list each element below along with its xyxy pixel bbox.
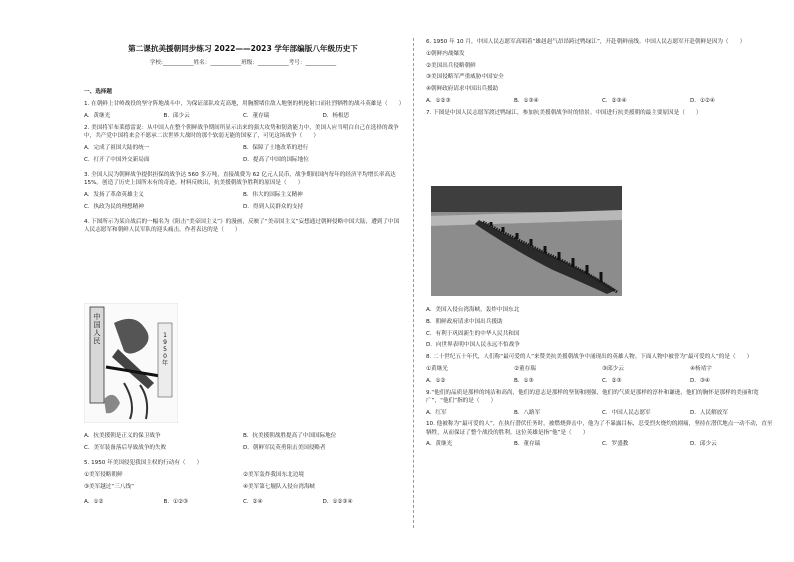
- left-column: [84, 88, 405, 238]
- statement-item: ③美国侵略军严重威胁中国安全: [426, 74, 504, 81]
- cartoon-label-right: 1 9 5 0 年: [161, 332, 169, 367]
- question-3: [84, 171, 402, 215]
- question-4: [84, 218, 402, 234]
- page-title: 第二课抗美援朝同步练习 2022——2023 学年部编版八年级历史下: [128, 44, 358, 53]
- option-b[interactable]: B．①②③: [163, 499, 188, 506]
- option-c[interactable]: C．有利于巩固新生的中华人民共和国: [426, 330, 520, 337]
- option-d[interactable]: D．向世界表明中国人民永远不怕战争: [426, 342, 520, 349]
- option-a[interactable]: A．①②: [84, 499, 104, 506]
- statement-item: ①朝鲜内战爆发: [426, 50, 465, 57]
- option-d[interactable]: D．邱少云: [690, 441, 717, 448]
- question-stem: 9.“他们的品质是那样的纯洁和高尚，他们的意志是那样的坚韧和刚强，他们的气质是那样的淳朴和谦逊，他们的胸怀是那样的美丽和宽广”，“他们”指的是（ ）: [426, 389, 759, 404]
- option-b[interactable]: B．朝鲜政府请求中国出兵援助: [426, 318, 503, 325]
- option-a[interactable]: A．完成了祖国大陆的统一: [84, 144, 150, 151]
- option-c[interactable]: C．执政为民的理想精神: [84, 203, 144, 210]
- section-heading: 一、选择题: [84, 89, 112, 95]
- option-c[interactable]: C．罗盛教: [602, 441, 629, 448]
- answer-options: [84, 191, 402, 215]
- left-column-lower: [84, 432, 402, 510]
- statement-item: ④美军第七舰队入侵台湾海峡: [243, 483, 316, 490]
- option-a[interactable]: A．①②③: [426, 97, 451, 104]
- option-b[interactable]: B．董存瑞: [514, 441, 541, 448]
- option-c[interactable]: C．美军装备落后导致战争的失败: [84, 444, 167, 451]
- answer-options: [426, 409, 778, 417]
- question-9: [426, 389, 778, 417]
- option-c[interactable]: C．②④: [243, 499, 263, 506]
- statement-item: ②董存瑞: [514, 365, 536, 372]
- answer-options: [426, 377, 778, 385]
- question-8: [426, 353, 778, 385]
- statement-item: ④杨靖宇: [690, 365, 712, 372]
- question-stem: 6. 1950 年 10 月，中国人民志愿军高唱着“雄赳赳气昂昂跨过鸭绿江”，开赴朝鲜前线。中国人民志愿军开赴朝鲜是因为（ ）: [426, 39, 746, 45]
- column-divider: [413, 38, 414, 528]
- question-stem: 10. 他被称为“最可爱的人”，在执行潜伏任务时，被燃烧弹击中，他为了不暴露目标，忍受烈火烧灼的剧痛，坚持在潜伏地点一动不动，直至牺牲，从而保证了整个战役的胜利。这位英雄是指“他”是（ ）: [426, 421, 773, 436]
- right-column: [426, 38, 778, 121]
- option-b[interactable]: B．保障了土地改革的进行: [243, 144, 309, 151]
- answer-options: [84, 432, 402, 456]
- statement-items: [84, 471, 402, 495]
- option-d[interactable]: D．①②④: [690, 97, 715, 104]
- right-column-lower: [426, 306, 778, 452]
- student-info-line: 学校:___________姓名：___________班级：___________考号：___________: [149, 60, 337, 66]
- option-b[interactable]: B．①③: [514, 377, 534, 384]
- answer-options: [426, 440, 778, 448]
- option-c[interactable]: C．中国人民志愿军: [602, 409, 651, 416]
- question-5: [84, 459, 402, 506]
- option-d[interactable]: D．杨根思: [322, 113, 350, 119]
- answer-options: [84, 112, 402, 120]
- option-d[interactable]: D．①②③④: [322, 499, 353, 506]
- question-stem: 5. 1950 年美国侵犯我国主权的行动有（ ）: [84, 460, 203, 467]
- statement-item: ②美军轰炸我国东北边境: [243, 471, 304, 478]
- statement-items: [426, 365, 778, 373]
- option-c[interactable]: C．董存瑞: [243, 113, 270, 119]
- statement-item: ①美军侵略朝鲜: [84, 471, 123, 478]
- question-stem: 1. 在朝鲜上甘岭战役的坚守阵地战斗中，为保证部队攻克高地，用胸膛堵住敌人地堡的机枪射口而壮烈牺牲的战斗英雄是（ ）: [84, 101, 405, 108]
- option-b[interactable]: B．八路军: [514, 409, 541, 416]
- option-b[interactable]: B．①③④: [514, 97, 539, 104]
- option-d[interactable]: D．朝鲜军民英勇阻击美国侵略者: [243, 444, 326, 451]
- question-stem: 3. 全国人民为朝鲜战争提供担保的战争达 560 多万吨，直接战费为 62 亿元人民币，战争期间国内每年的经济平均增长率高达 15%。创造了历史上国所未有的奇迹。材料反映出，抗美援朝战争胜利的原因是（ ）: [84, 171, 396, 187]
- option-d[interactable]: D．人民解放军: [690, 409, 728, 416]
- answer-options: [84, 144, 402, 168]
- statement-item: ③美军越过“三八线”: [84, 483, 134, 490]
- option-a[interactable]: A．美国入侵台湾海峡，轰炸中国东北: [426, 307, 520, 313]
- option-a[interactable]: A．红军: [426, 409, 447, 416]
- statement-item: ③邱少云: [602, 365, 624, 372]
- question-7: [426, 109, 778, 117]
- option-b[interactable]: B．邱少云: [163, 113, 190, 119]
- question-stem: 7. 下图是中国人民志愿军渡过鸭绿江，参加抗美援朝战争时的情景。中国进行抗美援朝的最主要原因是（ ）: [426, 109, 702, 116]
- option-d[interactable]: D．③④: [690, 377, 710, 384]
- option-c[interactable]: C．②③: [602, 377, 622, 384]
- option-c[interactable]: C．打开了中国外交新局面: [84, 156, 150, 163]
- question-1: [84, 100, 405, 120]
- troops-crossing-photo: [431, 186, 622, 296]
- option-d[interactable]: D．得到人民群众的支持: [243, 203, 304, 210]
- cartoon-label-left: 中国人民: [93, 313, 101, 345]
- option-c[interactable]: C．②③④: [602, 97, 627, 104]
- statement-item: ②美国出兵侵略朝鲜: [426, 62, 476, 69]
- cartoon-image: [84, 303, 178, 423]
- option-a[interactable]: A．黄继光: [426, 441, 453, 448]
- option-a[interactable]: A．黄继光: [84, 113, 111, 119]
- option-b[interactable]: B．伟大的国际主义精神: [243, 191, 303, 198]
- question-6: [426, 38, 778, 105]
- question-stem: 4. 下图所示为某自战后的一幅名为《阻击“美帝国主义”》的漫画，反映了“美帝国主义”妄想通过朝鲜侵略中国大陆，遭到了中国人民志愿军和朝鲜人民军队的迎头痛击。作者表达的是（ ）: [84, 219, 400, 234]
- option-a[interactable]: A．①②: [426, 377, 446, 384]
- question-stem: 8. 二十世纪五十年代，人们称“最可爱的人”来赞美抗美援朝战争中涌现出的英雄人物。下面人物中被誉为“最可爱的人”的是（ ）: [426, 354, 753, 361]
- question-stem: 2. 美国将军布莱德雷说：从中国人在整个朝鲜战争期间所显示出来的强大攻势和韧劲能力中，美国人应当明白自己在选择的战争中，共产党中国将来会不愿承二次世界大战时的那个软弱无能的国家了，可见这场战争（ ）: [84, 124, 399, 139]
- answer-options: [84, 498, 402, 506]
- option-a[interactable]: A．发扬了革命英雄主义: [84, 191, 144, 198]
- statement-item: ④朝鲜政府请求中国出兵援助: [426, 86, 499, 93]
- statement-item: ①黄继光: [426, 365, 448, 372]
- question-10: [426, 420, 778, 448]
- option-d[interactable]: D．提高了中国的国际地位: [243, 156, 309, 163]
- answer-options: [426, 97, 778, 105]
- option-a[interactable]: A．抗美援朝是正义的保卫战争: [84, 433, 161, 439]
- question-2: [84, 124, 402, 168]
- option-b[interactable]: B．抗美援朝战胜提高了中国国际地位: [243, 433, 337, 439]
